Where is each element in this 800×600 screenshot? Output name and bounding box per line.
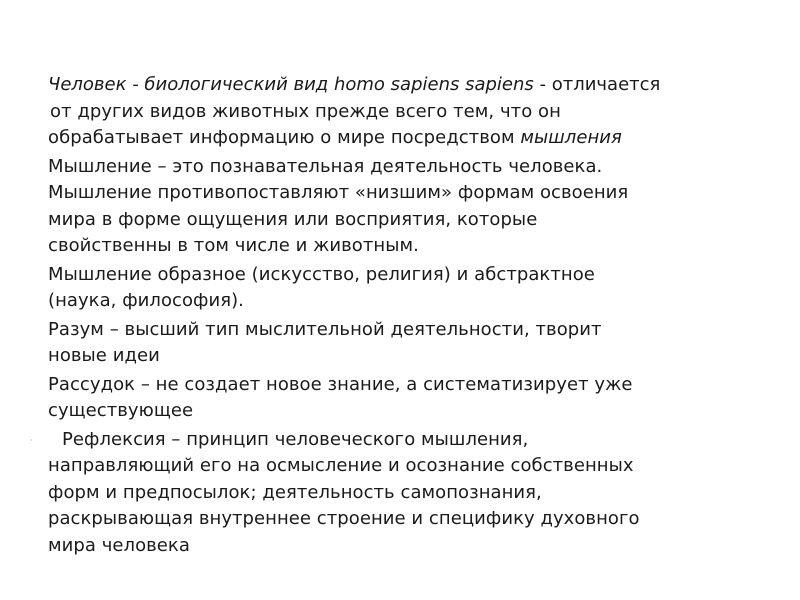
text: - отличается	[533, 74, 661, 95]
paragraph-line: мира в форме ощущения или восприятия, которые	[48, 208, 538, 230]
text: от других видов животных прежде всего тем, что он	[50, 100, 561, 122]
paragraph-line: Рефлексия – принцип человеческого мышления,	[62, 428, 529, 450]
paragraph-line: Рассудок – не создает новое знание, а систематизирует уже	[48, 373, 633, 395]
paragraph-line: (наука, философия).	[48, 290, 244, 311]
paragraph-reason	[48, 317, 768, 370]
slide-body	[30, 72, 768, 561]
paragraph-human-definition	[48, 72, 768, 152]
paragraph-line: направляющий его на осмысление и осознание собственных	[48, 455, 634, 476]
paragraph-line	[48, 125, 768, 152]
paragraph-line: новые идеи	[48, 345, 160, 366]
paragraph-line: Мышление – это познавательная деятельность человека.	[48, 155, 603, 177]
paragraph-line: мира человека	[48, 534, 190, 556]
paragraph-thinking-definition	[48, 154, 768, 260]
paragraph-intellect	[48, 372, 768, 425]
paragraph-line: Разум – высший тип мыслительной деятельности, творит	[48, 318, 602, 340]
paragraph-reflection: · Рефлексия – принцип человеческого мышления, направляющий его на осмысление и осознание собственных форм и предпосылок; деятельность самопознания, раскрывающая внутреннее строение и специфику духовного мира человека	[48, 427, 768, 560]
italic-text: мышления	[520, 127, 622, 148]
paragraph-line: форм и предпосылок; деятельность самопознания,	[48, 481, 542, 503]
paragraph-line: свойственны в том числе и животным.	[48, 235, 419, 256]
text: обрабатывает информацию о мире посредством	[48, 127, 521, 148]
paragraph-thinking-types	[48, 262, 768, 315]
paragraph-line	[48, 72, 768, 99]
paragraph-line	[50, 99, 768, 126]
paragraph-line: Мышление противопоставляют «низшим» формам освоения	[48, 182, 629, 203]
paragraph-line: существующее	[48, 400, 194, 421]
paragraph-line: раскрывающая внутреннее строение и специфику духовного	[48, 508, 640, 529]
italic-text: Человек - биологический вид homo sapiens sapiens	[48, 74, 534, 95]
paragraph-line: Мышление образное (искусство, религия) и абстрактное	[48, 263, 595, 285]
